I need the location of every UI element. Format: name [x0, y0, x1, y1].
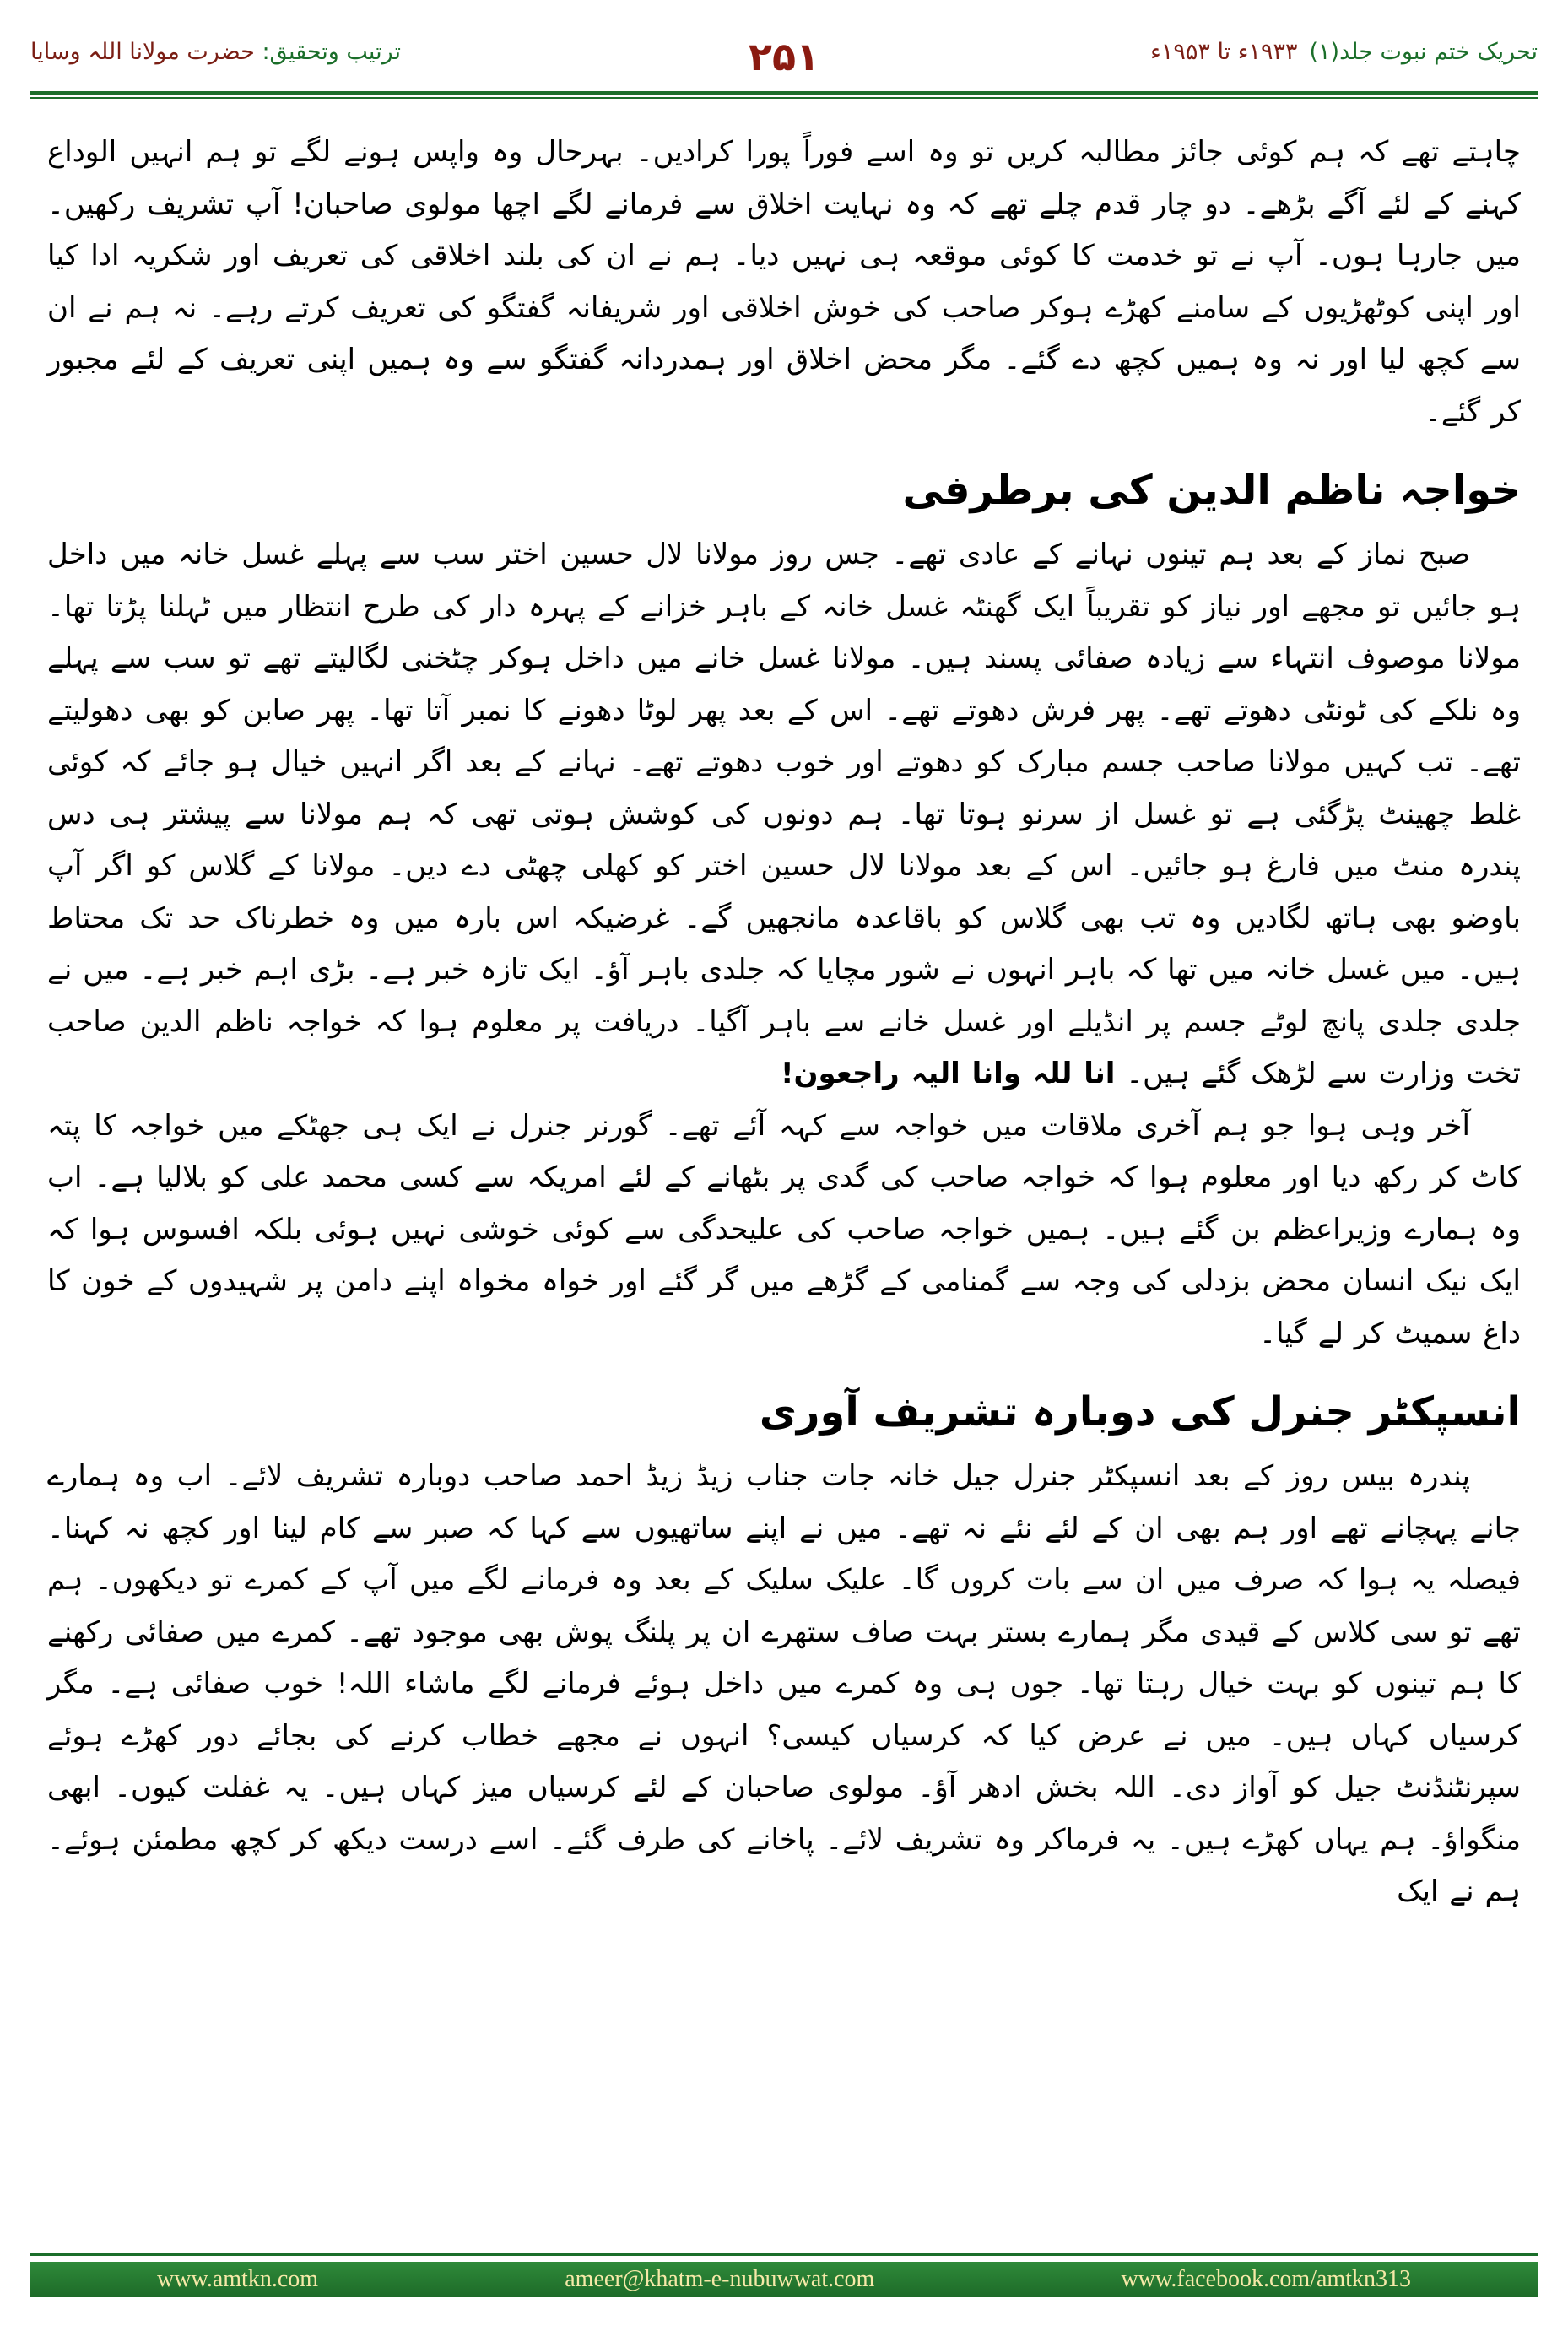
page-number: ۲۵۱ — [748, 34, 820, 79]
series-title-text: تحریک ختم نبوت جلد(۱) — [1309, 39, 1538, 65]
page-body — [47, 127, 1521, 1918]
compiler-name: حضرت مولانا اللہ وسایا — [30, 39, 255, 65]
series-title — [1150, 39, 1538, 65]
page-header — [30, 34, 1538, 88]
body-paragraph-4: پندرہ بیس روز کے بعد انسپکٹر جنرل جیل خانہ جات جناب زیڈ زیڈ احمد صاحب دوبارہ تشریف لائے۔ اب وہ ہمارے جانے پہچانے تھے اور ہم بھی ان کے لئے نئے نہ تھے۔ میں نے اپنے ساتھیوں سے کہا کہ صبر سے کام لینا اور کچھ نہ کہنا۔ فیصلہ یہ ہوا کہ صرف میں ان سے بات کروں گا۔ علیک سلیک کے بعد وہ فرمانے لگے میں آپ کے کمرے تو دیکھوں۔ ہم تھے تو سی کلاس کے قیدی مگر ہمارے بستر بہت صاف ستھرے ان پر پلنگ پوش بھی موجود تھے۔ کمرے میں صفائی رکھنے کا ہم تینوں کو بہت خیال رہتا تھا۔ جوں ہی وہ کمرے میں داخل ہوئے فرمانے لگے ماشاء اللہ! خوب صفائی ہے۔ مگر کرسیاں کہاں ہیں۔ میں نے عرض کیا کہ کرسیاں کیسی؟ انہوں نے مجھے خطاب کرنے کی بجائے دور کھڑے ہوئے سپرنٹنڈنٹ جیل کو آواز دی۔ اللہ بخش ادھر آؤ۔ مولوی صاحبان کے لئے کرسیاں میز کہاں ہیں۔ یہ غفلت کیوں۔ ابھی منگواؤ۔ ہم یہاں کھڑے ہیں۔ یہ فرماکر وہ تشریف لائے۔ پاخانے کی طرف گئے۔ اسے درست دیکھ کر کچھ مطمئن ہوئے۔ ہم نے ایک — [47, 1459, 1521, 1908]
compiler-label: ترتیب وتحقیق: — [262, 39, 402, 65]
footer-rule — [30, 2253, 1538, 2256]
body-paragraph-3: آخر وہی ہوا جو ہم آخری ملاقات میں خواجہ سے کہہ آئے تھے۔ گورنر جنرل نے ایک ہی جھٹکے میں خواجہ کا پتہ کاٹ کر رکھ دیا اور معلوم ہوا کہ خواجہ صاحب کی گدی پر بٹھانے کے لئے امریکہ سے کسی محمد علی کو بلالیا ہے۔ اب وہ ہمارے وزیراعظم بن گئے ہیں۔ ہمیں خواجہ صاحب کی علیحدگی سے کوئی خوشی نہیں ہوئی بلکہ افسوس ہوا کہ ایک نیک انسان محض بزدلی کی وجہ سے گمنامی کے گڑھے میں گر گئے اور خواہ مخواہ اپنے دامن پر شہیدوں کے خون کا داغ سمیٹ کر لے گیا۔ — [47, 1108, 1521, 1350]
section-heading-1: خواجہ ناظم الدین کی برطرفی — [902, 467, 1521, 514]
page-footer — [30, 2253, 1538, 2304]
facebook-link[interactable]: www.facebook.com/amtkn313 — [1121, 2266, 1411, 2292]
series-years: ۱۹۳۳ء تا ۱۹۵۳ء — [1150, 39, 1298, 65]
quranic-phrase: انا للہ وانا الیہ راجعون! — [780, 1057, 1116, 1090]
email-link[interactable]: ameer@khatm-e-nubuwwat.com — [565, 2266, 875, 2292]
footer-bar — [30, 2262, 1538, 2297]
body-paragraph-2 — [47, 529, 1521, 1101]
body-paragraph-2-text: صبح نماز کے بعد ہم تینوں نہانے کے عادی تھے۔ جس روز مولانا لال حسین اختر سب سے پہلے غسل خانہ میں داخل ہو جائیں تو مجھے اور نیاز کو تقریباً ایک گھنٹہ غسل خانہ کے باہر خزانے کے پہرہ دار کی طرح انتظار میں ٹہلنا پڑتا تھا۔ مولانا موصوف انتہاء سے زیادہ صفائی پسند ہیں۔ مولانا غسل خانے میں داخل ہوکر چٹخنی لگالیتے تھے تو سب سے پہلے وہ نلکے کی ٹونٹی دھوتے تھے۔ پھر فرش دھوتے تھے۔ اس کے بعد پھر لوٹا دھونے کا نمبر آتا تھا۔ پھر صابن کو بھی دھولیتے تھے۔ تب کہیں مولانا صاحب جسم مبارک کو دھوتے اور خوب دھوتے تھے۔ نہانے کے بعد اگر انہیں خیال ہو جائے کہ کوئی غلط چھینٹ پڑگئی ہے تو غسل از سرنو ہوتا تھا۔ ہم دونوں کی کوشش ہوتی تھی کہ ہم مولانا سے پیشتر ہی دس پندرہ منٹ میں فارغ ہو جائیں۔ اس کے بعد مولانا لال حسین اختر کو کھلی چھٹی دے دیں۔ مولانا کے گلاس کو اگر آپ باوضو بھی ہاتھ لگادیں وہ تب بھی گلاس کو باقاعدہ مانجھیں گے۔ غرضیکہ اس بارہ میں وہ خطرناک حد تک محتاط ہیں۔ میں غسل خانہ میں تھا کہ باہر انہوں نے شور مچایا کہ جلدی باہر آؤ۔ ایک تازہ خبر ہے۔ بڑی اہم خبر ہے۔ میں نے جلدی جلدی پانچ لوٹے جسم پر انڈیلے اور غسل خانے سے باہر آگیا۔ دریافت پر معلوم ہوا کہ خواجہ ناظم الدین صاحب تخت وزارت سے لڑھک گئے ہیں۔ — [47, 538, 1521, 1090]
body-paragraph-1: چاہتے تھے کہ ہم کوئی جائز مطالبہ کریں تو وہ اسے فوراً پورا کرادیں۔ بہرحال وہ واپس ہونے لگے تو ہم انہیں الوداع کہنے کے لئے آگے بڑھے۔ دو چار قدم چلے تھے کہ وہ نہایت اخلاق سے فرمانے لگے اچھا مولوی صاحبان! آپ تشریف رکھیں۔ میں جارہا ہوں۔ آپ نے تو خدمت کا کوئی موقعہ ہی نہیں دیا۔ ہم نے ان کی بلند اخلاقی کی تعریف اور شکریہ ادا کیا اور اپنی کوٹھڑیوں کے سامنے کھڑے ہوکر صاحب کی خوش اخلاقی اور شریفانہ گفتگو کی تعریف کرتے رہے۔ نہ ہم نے ان سے کچھ لیا اور نہ وہ ہمیں کچھ دے گئے۔ مگر محض اخلاق اور ہمدردانہ گفتگو سے وہ ہمیں اپنی تعریف کے لئے مجبور کر گئے۔ — [47, 135, 1521, 429]
header-rule — [30, 91, 1538, 95]
header-rule-thin — [30, 97, 1538, 99]
website-link[interactable]: www.amtkn.com — [157, 2266, 319, 2292]
compiler-credit — [30, 39, 401, 65]
section-heading-2: انسپکٹر جنرل کی دوبارہ تشریف آوری — [759, 1388, 1521, 1436]
